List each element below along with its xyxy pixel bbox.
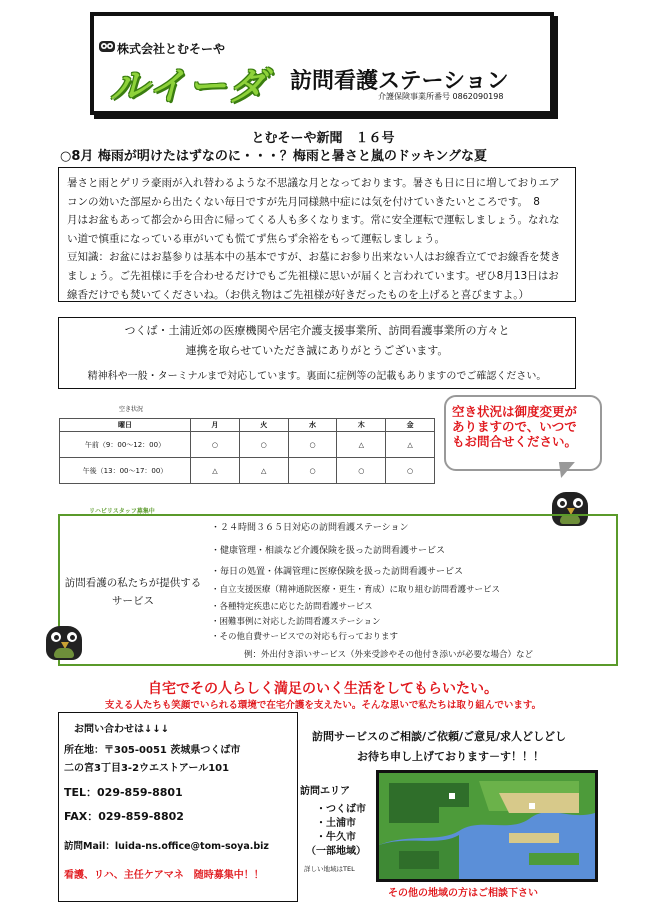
service-example: 例：外出付き添いサービス（外来受診やその他付き添いが必要な場合）など bbox=[244, 650, 534, 660]
inquiry-message: お待ち申し上げております－す！！！ bbox=[357, 750, 544, 763]
services-heading-line: 訪問看護の私たちが提供する bbox=[64, 577, 202, 589]
services-heading bbox=[58, 574, 208, 610]
area-item: ・土浦市 bbox=[316, 818, 356, 829]
availability-mark: △ bbox=[386, 432, 435, 458]
area-item: ・牛久市 bbox=[316, 832, 356, 843]
availability-mark: ○ bbox=[386, 458, 435, 484]
newsletter-title: とむそーや新聞 １６号 bbox=[251, 131, 395, 146]
article-line: 暑さと雨とゲリラ豪雨が入れ替わるような不思議な月となっております。暑さも日に日に増しておりエア bbox=[67, 177, 560, 189]
day-header: 木 bbox=[337, 419, 386, 432]
company-name: 株式会社とむそーや bbox=[117, 42, 226, 56]
service-item: ・健康管理・相談など介護保険を扱った訪問看護サービス bbox=[211, 546, 446, 556]
availability-table bbox=[59, 418, 435, 484]
bubble-line: 空き状況は御度変更が bbox=[452, 404, 578, 419]
headline: ○8月 梅雨が明けたはずなのに・・・？梅雨と暑さと嵐のドッキングな夏 bbox=[60, 149, 488, 164]
address-line: 二の宮3丁目3-2ウエストアール101 bbox=[64, 763, 230, 774]
thanks-box bbox=[58, 317, 576, 389]
owl-logo-icon bbox=[98, 38, 116, 52]
day-header: 金 bbox=[386, 419, 435, 432]
brand-logo: ルイーダ bbox=[110, 64, 269, 108]
table-row bbox=[60, 432, 435, 458]
address-line: 所在地：〒305-0051 茨城県つくば市 bbox=[64, 745, 241, 756]
tel-number[interactable]: TEL：029-859-8801 bbox=[64, 786, 183, 799]
station-name: 訪問看護ステーション bbox=[290, 69, 509, 94]
area-item: ・つくば市 bbox=[316, 804, 366, 815]
service-item: ・各種特定疾患に応じた訪問看護サービス bbox=[211, 602, 373, 612]
bubble-line: もお問合せください。 bbox=[452, 434, 578, 449]
article-box bbox=[58, 167, 576, 302]
article-line: 線香だけでも焚いてくださいね。（お供え物はご先祖様が好きだったものを上げると喜びますよ。） bbox=[67, 288, 529, 301]
table-corner: 曜日 bbox=[60, 419, 191, 432]
service-item: ・毎日の処置・体調管理に医療保険を扱った訪問看護サービス bbox=[211, 567, 464, 577]
day-header: 火 bbox=[239, 419, 288, 432]
bubble-text bbox=[452, 404, 592, 449]
availability-mark: ○ bbox=[239, 432, 288, 458]
service-item: ・自立支援医療（精神通院医療・更生・育成）に取り組む訪問看護サービス bbox=[211, 585, 501, 595]
owl-mascot-icon bbox=[44, 620, 84, 660]
availability-mark: ○ bbox=[191, 432, 240, 458]
email-link[interactable]: 訪問Mail：luida-ns.office@tom-soya.biz bbox=[64, 841, 269, 852]
recruit-notice: 看護、リハ、主任ケアマネ 随時募集中！！ bbox=[64, 870, 264, 881]
article-line: コンの効いた部屋から出たくない毎日ですが先月同様熱中症には気を付けていきたいところです。 8 bbox=[67, 195, 540, 208]
slogan-main: 自宅でその人らしく満足のいく生活をしてもらいたい。 bbox=[148, 681, 498, 697]
article-line: 月はお盆もあって都会から田舎に帰ってくる人も多くなります。常に安全運転で運転しましょう。なれな bbox=[67, 214, 560, 227]
other-area-note: その他の地域の方はご相談下さい bbox=[388, 888, 538, 899]
inquiry-message: 訪問サービスのご相談/ご依頼/ご意見/求人どしどし bbox=[312, 730, 567, 743]
article-line: ましょう。ご先祖様に手を合わせるだけでもご先祖様に思いが届くと言われています。ぜひ8月13日はお bbox=[67, 269, 559, 282]
contact-heading: お問い合わせは↓↓↓ bbox=[74, 724, 170, 735]
availability-mark: △ bbox=[337, 432, 386, 458]
thanks-line: つくば・土浦近郊の医療機関や居宅介護支援事業所、訪問看護事業所の方々と bbox=[124, 324, 510, 337]
thanks-line: 連携を取らせていただき誠にありがとうございます。 bbox=[185, 344, 449, 357]
area-note: 詳しい地域はTEL bbox=[304, 865, 355, 873]
availability-label: 空き状況 bbox=[119, 406, 144, 413]
table-row bbox=[60, 458, 435, 484]
article-line: い道で慎重になっている車がいても慌てず焦らず余裕をもって運転しましょう。 bbox=[67, 232, 445, 245]
services-heading-line: サービス bbox=[112, 595, 154, 607]
pixel-map-icon bbox=[379, 773, 595, 879]
fax-number: FAX：029-859-8802 bbox=[64, 810, 184, 823]
row-label: 午前（9：00～12：00） bbox=[60, 432, 191, 458]
area-title: 訪問エリア bbox=[300, 786, 350, 797]
availability-mark: △ bbox=[239, 458, 288, 484]
row-label: 午後（13：00～17：00） bbox=[60, 458, 191, 484]
availability-mark: △ bbox=[191, 458, 240, 484]
area-map-image bbox=[376, 770, 598, 882]
slogan-sub: 支える人たちも笑顔でいられる環境で在宅介護を支えたい。そんな思いで私たちは取り組んでいます。 bbox=[104, 700, 542, 711]
article-line: 豆知識：お盆にはお墓参りは基本中の基本ですが、お墓にお参り出来ない人はお線香立てでお線香を焚き bbox=[67, 251, 561, 264]
license-number: 介護保険事業所番号 0862090198 bbox=[378, 92, 504, 101]
service-item: ・その他自費サービスでの対応も行っております bbox=[211, 632, 399, 642]
availability-mark: ○ bbox=[337, 458, 386, 484]
bubble-line: ありますので、いつで bbox=[452, 419, 577, 434]
day-header: 月 bbox=[191, 419, 240, 432]
service-item: ・困難事例に対応した訪問看護ステーション bbox=[211, 617, 381, 627]
availability-mark: ○ bbox=[288, 432, 337, 458]
staff-recruit-label: リハビリスタッフ募集中 bbox=[89, 508, 155, 515]
service-item: ・２４時間３６５日対応の訪問看護ステーション bbox=[211, 523, 409, 533]
day-header: 水 bbox=[288, 419, 337, 432]
area-item: （一部地域） bbox=[306, 846, 366, 857]
thanks-note: 精神科や一般・ターミナルまで対応しています。裏面に症例等の記載もありますのでご確認ください。 bbox=[87, 371, 547, 382]
availability-mark: ○ bbox=[288, 458, 337, 484]
